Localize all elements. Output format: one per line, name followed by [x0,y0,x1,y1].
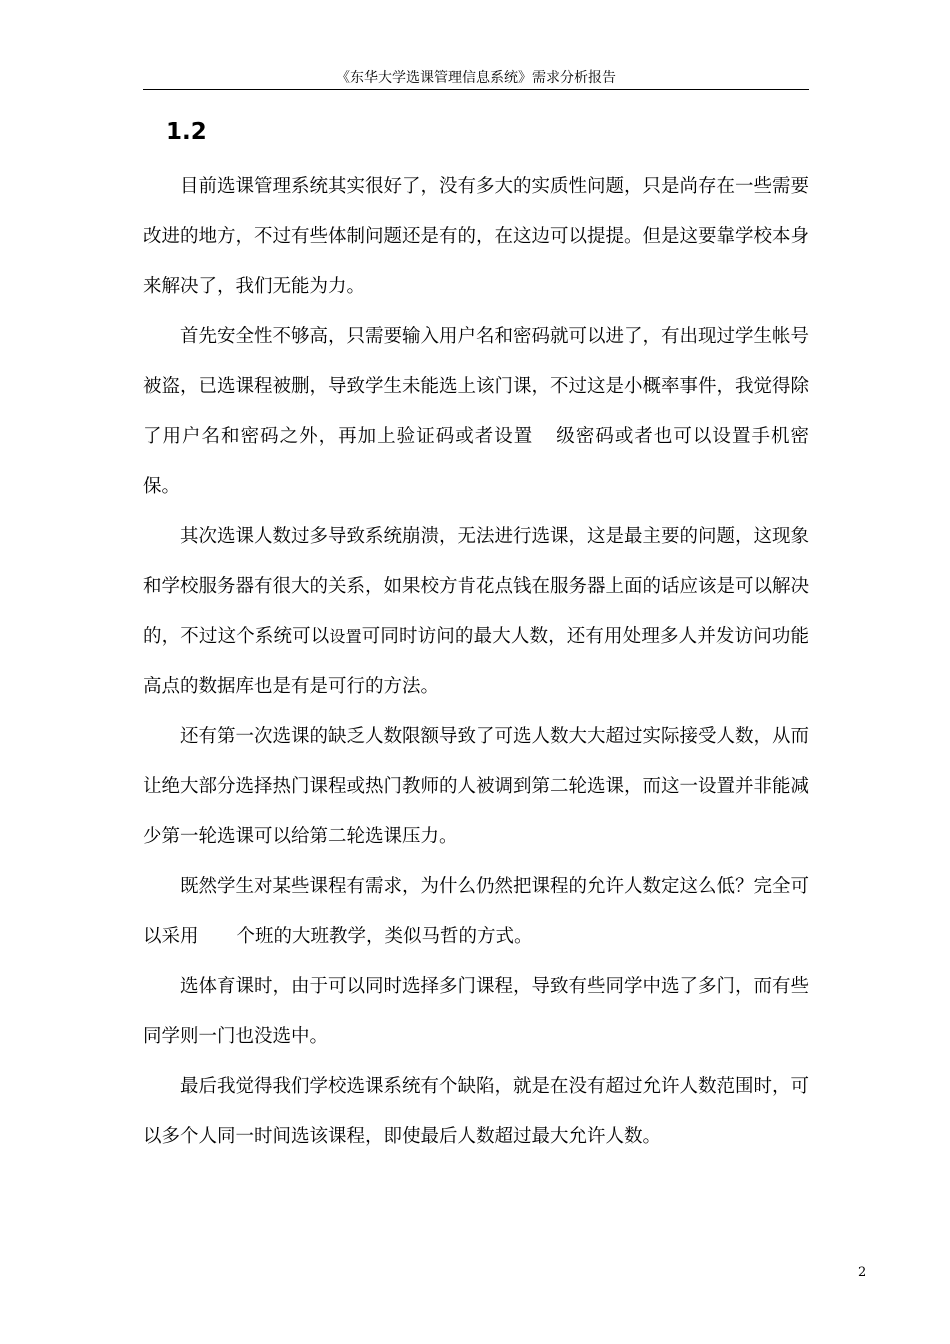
paragraph-3-part-b: 可同时访问的最大人数，还有用处理多人并发访问功能高点的数据库也是有是可行的方法。 [143,626,809,697]
paragraph-5-part-a: 既然学生对某些课程有需求，为什么仍然把课程的允许人数定这么低？完全可以采用 [143,876,810,947]
paragraph-2 [143,312,809,512]
page-header-title: 《东华大学选课管理信息系统》需求分析报告 [336,70,616,86]
paragraph-3-small-text: 设置 [329,627,362,646]
paragraph-6: 选体育课时，由于可以同时选择多门课程，导致有些同学中选了多门，而有些同学则一门也没选中。 [143,976,810,1047]
document-body [143,162,809,1162]
section-number: 1.2 [166,119,207,145]
page-number: 2 [858,1265,867,1280]
header-divider [143,89,809,90]
paragraph-4: 还有第一次选课的缺乏人数限额导致了可选人数大大超过实际接受人数，从而让绝大部分选择热门课程或热门教师的人被调到第二轮选课，而这一设置并非能减少第一轮选课可以给第二轮选课压力。 [143,726,810,847]
paragraph-1: 目前选课管理系统其实很好了，没有多大的实质性问题，只是尚存在一些需要改进的地方，不过有些体制问题还是有的，在这边可以提提。但是这要靠学校本身来解决了，我们无能为力。 [143,176,810,297]
paragraph-2-part-b: 级密码或者也可以设置手机密保。 [143,426,809,497]
paragraph-2-part-a: 首先安全性不够高，只需要输入用户名和密码就可以进了，有出现过学生帐号被盗，已选课程被删，导致学生未能选上该门课，不过这是小概率事件，我觉得除了用户名和密码之外，再加上验证码或者设置 [143,326,810,447]
paragraph-5 [143,862,809,962]
paragraph-3 [143,512,809,712]
paragraph-7: 最后我觉得我们学校选课系统有个缺陷，就是在没有超过允许人数范围时，可以多个人同一时间选该课程，即使最后人数超过最大允许人数。 [143,1076,810,1147]
paragraph-5-part-b: 个班的大班教学，类似马哲的方式。 [236,926,533,947]
paragraph-3-part-a: 其次选课人数过多导致系统崩溃，无法进行选课，这是最主要的问题，这现象和学校服务器有很大的关系，如果校方肯花点钱在服务器上面的话应该是可以解决的，不过这个系统可以 [143,526,810,647]
